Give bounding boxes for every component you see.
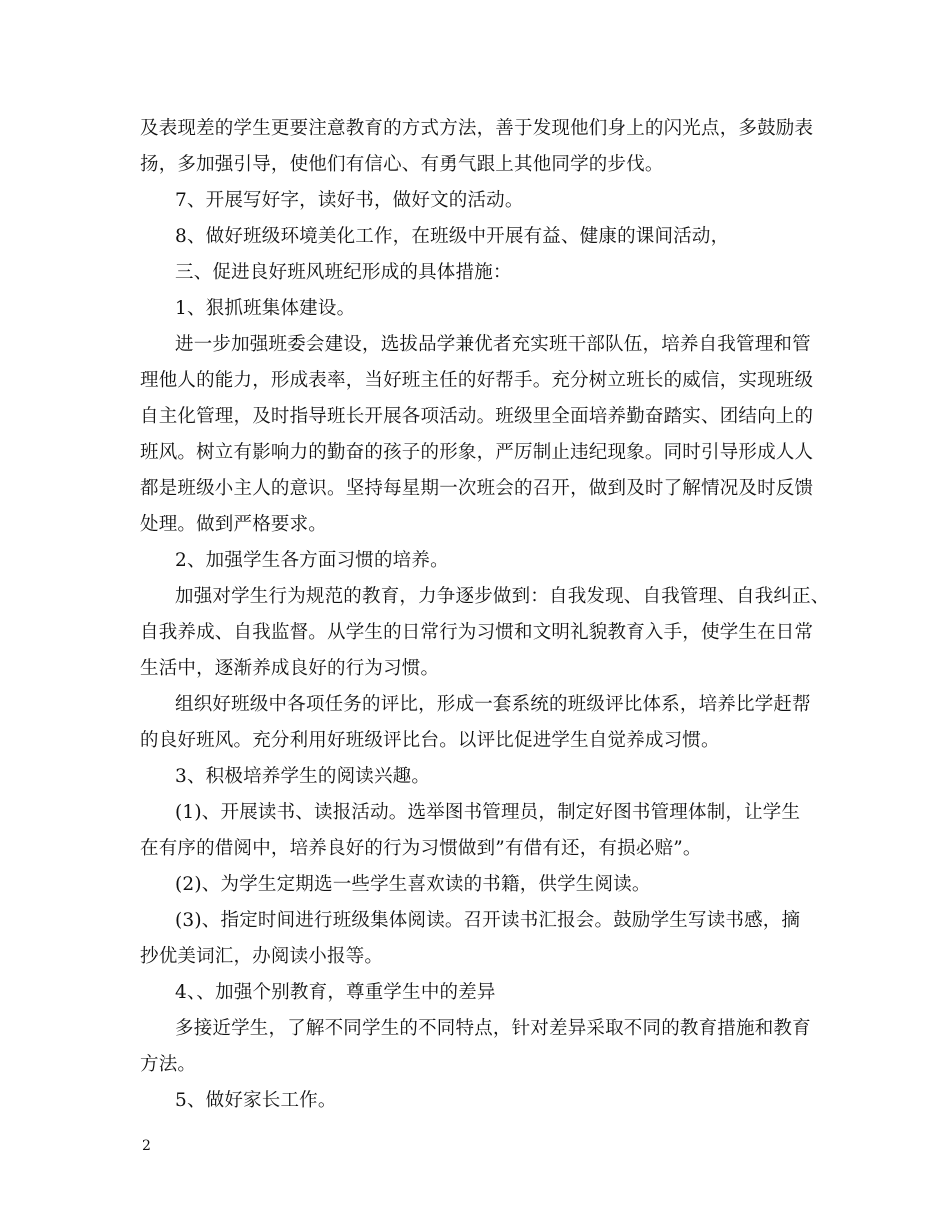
list-item: 8、做好班级环境美化工作，在班级中开展有益、健康的课间活动，	[175, 226, 730, 247]
section-heading: 三、促进良好班风班纪形成的具体措施：	[175, 262, 512, 283]
body-text-line: 在有序的借阅中，培养良好的行为习惯做到”有借有还，有损必赔”。	[140, 838, 702, 859]
body-text-line: 加强对学生行为规范的教育，力争逐步做到：自我发现、自我管理、自我纠正、	[175, 586, 830, 607]
page-number: 2	[142, 1138, 151, 1154]
subsection-heading: 2、加强学生各方面习惯的培养。	[175, 550, 449, 571]
list-item: (1)、开展读书、读报活动。选举图书管理员，制定好图书管理体制，让学生	[175, 802, 801, 823]
body-text-line: 及表现差的学生更要注意教育的方式方法，善于发现他们身上的闪光点，多鼓励表	[140, 118, 814, 139]
list-item: (2)、为学生定期选一些学生喜欢读的书籍，供学生阅读。	[175, 874, 651, 895]
body-text-line: 方法。	[140, 1054, 197, 1075]
subsection-heading: 1、狠抓班集体建设。	[175, 298, 356, 319]
body-text-line: 自我养成、自我监督。从学生的日常行为习惯和文明礼貌教育入手，使学生在日常	[140, 622, 814, 643]
body-text-line: 扬，多加强引导，使他们有信心、有勇气跟上其他同学的步伐。	[140, 154, 664, 175]
list-item: 7、开展写好字，读好书，做好文的活动。	[175, 190, 524, 211]
list-item: (3)、指定时间进行班级集体阅读。召开读书汇报会。鼓励学生写读书感，摘	[175, 910, 801, 931]
subsection-heading: 5、做好家长工作。	[175, 1090, 337, 1111]
body-text-line: 组织好班级中各项任务的评比，形成一套系统的班级评比体系，培养比学赶帮	[175, 694, 811, 715]
body-text-line: 生活中，逐渐养成良好的行为习惯。	[140, 658, 440, 679]
body-text-line: 进一步加强班委会建设，选拔品学兼优者充实班干部队伍，培养自我管理和管	[175, 334, 811, 355]
subsection-heading: 3、积极培养学生的阅读兴趣。	[175, 766, 431, 787]
subsection-heading: 4、、加强个别教育，尊重学生中的差异	[175, 982, 496, 1003]
body-text-line: 都是班级小主人的意识。坚持每星期一次班会的召开，做到及时了解情况及时反馈	[140, 478, 814, 499]
body-text-line: 班风。树立有影响力的勤奋的孩子的形象，严厉制止违纪现象。同时引导形成人人	[140, 442, 814, 463]
body-text-line: 处理。做到严格要求。	[140, 514, 328, 535]
body-text-line: 的良好班风。充分利用好班级评比台。以评比促进学生自觉养成习惯。	[140, 730, 720, 751]
body-text-line: 抄优美词汇，办阅读小报等。	[140, 946, 384, 967]
body-text-line: 多接近学生，了解不同学生的不同特点，针对差异采取不同的教育措施和教育	[175, 1018, 811, 1039]
body-text-line: 自主化管理，及时指导班长开展各项活动。班级里全面培养勤奋踏实、团结向上的	[140, 406, 814, 427]
body-text-line: 理他人的能力，形成表率，当好班主任的好帮手。充分树立班长的威信，实现班级	[140, 370, 814, 391]
